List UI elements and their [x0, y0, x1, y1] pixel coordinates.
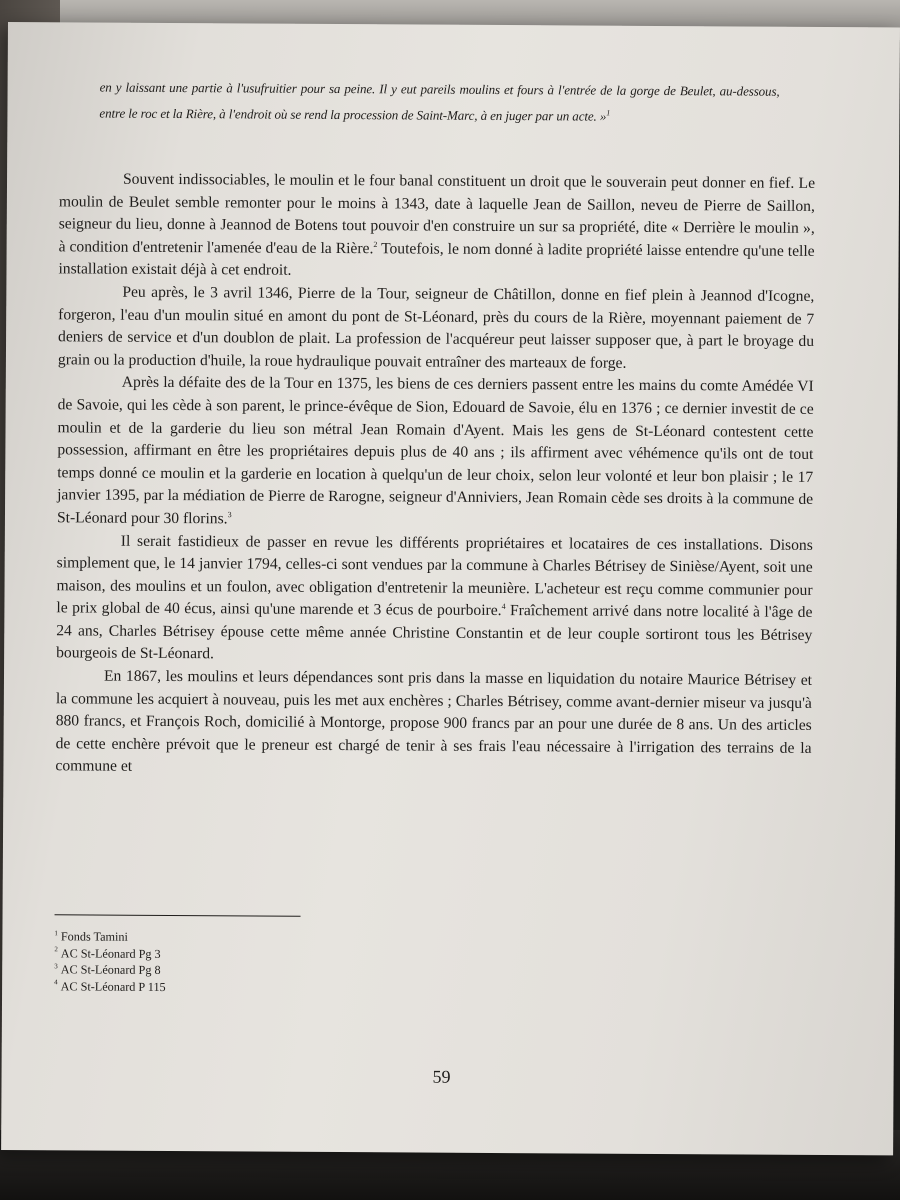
paragraph — [58, 168, 815, 286]
paragraph-text: Peu après, le 3 avril 1346, Pierre de la Tour, seigneur de Châtillon, donne en fief plein à Jeannod d'Icogne, forgeron, l'eau d'un moulin situé en amont du pont de St-Léonard, près du cours de la Rière, moyennant paiement de 7 deniers de service et d'un doublon de plait. La profession de l'acquéreur peut laisser supposer que, à part le broyage du grain ou la production d'huile, la roue hydraulique pouvait entraîner des marteaux de forge. — [57, 283, 815, 372]
paragraph — [57, 372, 814, 535]
quote-footnote-ref: 1 — [606, 108, 611, 118]
block-quote — [99, 75, 779, 131]
footnote-ref: 3 — [227, 510, 232, 520]
footnote — [54, 961, 454, 980]
footnote-number: 4 — [54, 978, 58, 987]
paragraph-text: En 1867, les moulins et leurs dépendances sont pris dans la masse en liquidation du notaire Maurice Bétrisey et la commune les acquiert à nouveau, puis les met aux enchères ; Charles Bétrisey, comme avant-dernier miseur va jusqu'à 880 francs, et François Roch, domicilié à Montorge, propose 900 francs par an pour une durée de 8 ans. Un des articles de cette enchère prévoit que le preneur est chargé de tenir à ses frais l'eau nécessaire à l'irrigation des terrains de la commune et — [55, 667, 813, 776]
page-number: 59 — [432, 1066, 451, 1087]
paragraph-text-cont: Fraîchement arrivé dans notre localité à l'âge de 24 ans, Charles Bétrisey épouse cette même année Christine Constantin et de leur couple sortiront tous les Bétrisey bourgeois de St-Léonard. — [56, 602, 813, 663]
footnote — [54, 978, 454, 997]
footnote-text: AC St-Léonard Pg 3 — [60, 945, 161, 961]
footnote-number: 1 — [54, 929, 58, 938]
footnote-text: AC St-Léonard P 115 — [60, 978, 166, 994]
footnote — [54, 928, 454, 947]
paragraph — [56, 530, 813, 670]
footnote-ref: 4 — [501, 602, 506, 612]
paragraph-text: Il serait fastidieux de passer en revue les différents propriétaires et locataires de ces installations. Disons simplement que, le 14 janvier 1794, celles-ci sont vendues par la commune à Charles Bétrisey de Sinièse/Ayent, soit une maison, des moulins et un foulon, avec obligation d'entretenir la meunière. L'acheteur est reçu comme communier pour le prix global de 40 écus, ainsi qu'une marende et 3 écus de pourboire. — [56, 532, 813, 620]
footnote-number: 2 — [54, 945, 58, 954]
book-page — [1, 22, 900, 1155]
quote-text: en y laissant une partie à l'usufruitier pour sa peine. Il y eut pareils moulins et fours à l'entrée de la gorge de Beulet, au-dessous, entre le roc et la Rière, à l'endroit où se rend la procession de Saint-Marc, à en juger par un acte. » — [99, 79, 780, 124]
body-text — [55, 168, 815, 783]
paragraph-text: Après la défaite des de la Tour en 1375, les biens de ces derniers passent entre les mains du comte Amédée VI de Savoie, qui les cède à son parent, le prince-évêque de Sion, Edouard de Savoie, élu en 1376 ; ce dernier investit de ce moulin et de la garderie du lieu son métral Jean Romain d'Ayent. Mais les gens de St-Léonard contestent cette possession, affirmant en être les propriétaires depuis plus de 40 ans ; ils affirment avec véhémence qu'ils ont de tout temps donné ce moulin et la garderie en location à quelqu'un de leur choix, selon leur volonté et leur bon plaisir ; le 17 janvier 1395, par la médiation de Pierre de Rarogne, seigneur d'Anniviers, Jean Romain cède ses droits à la commune de St-Léonard pour 30 florins. — [56, 374, 814, 528]
footnotes — [54, 928, 454, 996]
paragraph-text: Souvent indissociables, le moulin et le four banal constituent un droit que le souverain peut donner en fief. Le moulin de Beulet semble remonter pour le moins à 1343, date à laquelle Jean de Saillon, neveu de Pierre de Saillon, seigneur du lieu, donne à Jeannod de Botens tout pouvoir d'en construire un sur sa propriété, dite « Derrière le moulin », à condition d'entretenir l'amenée d'eau de la Rière. — [58, 170, 816, 258]
footnote-text: AC St-Léonard Pg 8 — [60, 962, 161, 977]
paragraph-text-cont: Toutefois, le nom donné à ladite propriété laisse entendre qu'une telle installation existait déjà à cet endroit. — [58, 240, 815, 280]
footnote-number: 3 — [54, 962, 58, 971]
footnote-ref: 2 — [373, 239, 378, 249]
paragraph — [55, 665, 812, 783]
paragraph — [58, 281, 815, 376]
footnote-separator — [55, 914, 301, 917]
footnote-text: Fonds Tamini — [60, 929, 128, 944]
